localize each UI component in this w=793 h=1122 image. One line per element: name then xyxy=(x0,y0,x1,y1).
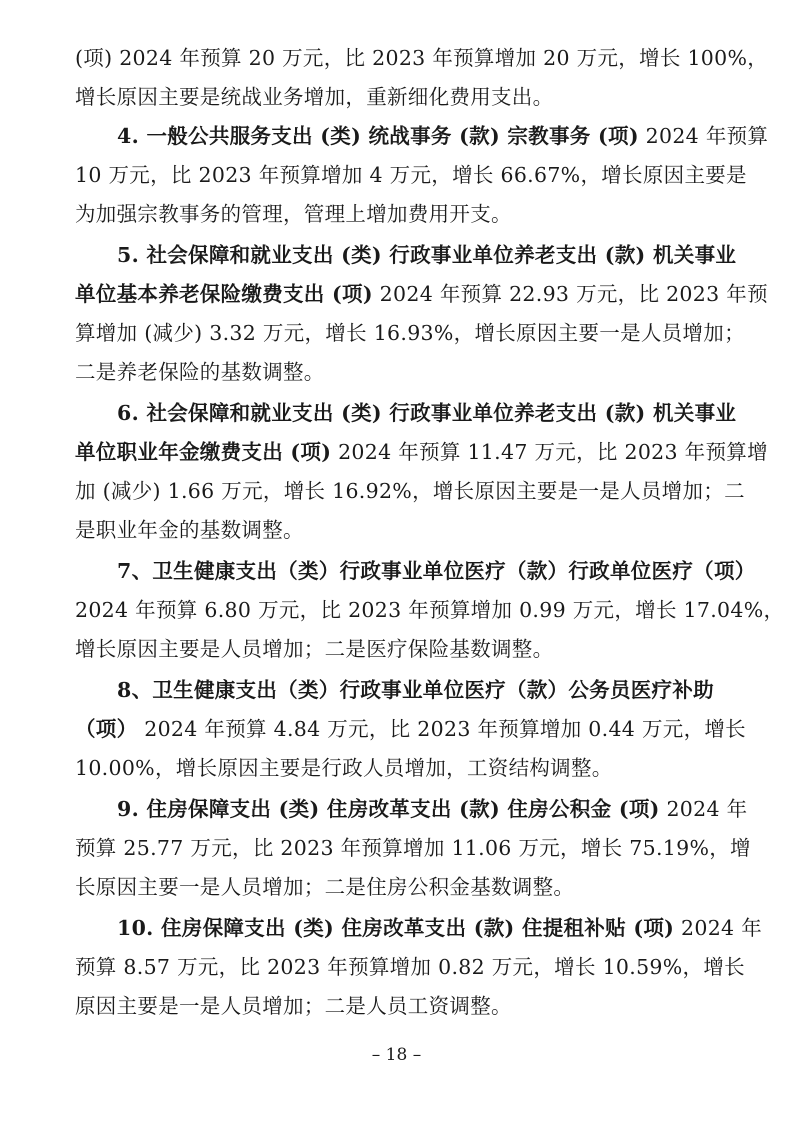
text-line-11: 单位职业年金缴费支出 (项) 2024 年预算 11.47 万元，比 2023 年预算增 xyxy=(75,440,768,464)
text-line-16: 增长原因主要是人员增加；二是医疗保险基数调整。 xyxy=(75,637,554,661)
text-line-19: 10.00%，增长原因主要是行政人员增加，工资结构调整。 xyxy=(75,756,613,780)
item-4-heading: 4. 一般公共服务支出 (类) 统战事务 (款) 宗教事务 (项) 2024 年预算 xyxy=(117,124,769,148)
item-5-heading: 5. 社会保障和就业支出 (类) 行政事业单位养老支出 (款) 机关事业 xyxy=(117,243,737,267)
text-line-4: 10 万元，比 2023 年预算增加 4 万元，增长 66.67%，增长原因主要是 xyxy=(75,163,747,187)
text-line-5: 为加强宗教事务的管理，管理上增加费用开支。 xyxy=(75,202,512,226)
text-line-12: 加 (减少) 1.66 万元，增长 16.92%，增长原因主要是一是人员增加；二 xyxy=(75,479,745,503)
text-line-1: (项) 2024 年预算 20 万元，比 2023 年预算增加 20 万元，增长 100%， xyxy=(75,46,769,70)
text-line-25: 原因主要是一是人员增加；二是人员工资调整。 xyxy=(75,994,512,1018)
page-number: – 18 – xyxy=(371,1045,422,1065)
text-line-13: 是职业年金的基数调整。 xyxy=(75,518,304,542)
item-9-heading: 9. 住房保障支出 (类) 住房改革支出 (款) 住房公积金 (项) 2024 年 xyxy=(117,797,748,821)
text-line-2: 增长原因主要是统战业务增加，重新细化费用支出。 xyxy=(75,85,554,109)
text-line-7: 单位基本养老保险缴费支出 (项) 2024 年预算 22.93 万元，比 2023 年预 xyxy=(75,282,768,306)
item-6-heading: 6. 社会保障和就业支出 (类) 行政事业单位养老支出 (款) 机关事业 xyxy=(117,401,737,425)
text-line-9: 二是养老保险的基数调整。 xyxy=(75,360,325,384)
text-line-22: 长原因主要一是人员增加；二是住房公积金基数调整。 xyxy=(75,875,575,899)
text-line-18: （项） 2024 年预算 4.84 万元，比 2023 年预算增加 0.44 万元，增长 xyxy=(75,717,746,741)
text-line-15: 2024 年预算 6.80 万元，比 2023 年预算增加 0.99 万元，增长 17.04%， xyxy=(75,598,785,622)
item-10-heading: 10. 住房保障支出 (类) 住房改革支出 (款) 住提租补贴 (项) 2024 年 xyxy=(117,916,762,940)
text-line-21: 预算 25.77 万元，比 2023 年预算增加 11.06 万元，增长 75.19%，增 xyxy=(75,836,751,860)
text-line-8: 算增加 (减少) 3.32 万元，增长 16.93%，增长原因主要一是人员增加； xyxy=(75,321,745,345)
text-line-24: 预算 8.57 万元，比 2023 年预算增加 0.82 万元，增长 10.59%，增长 xyxy=(75,955,745,979)
item-7-heading: 7、卫生健康支出（类）行政事业单位医疗（款）行政单位医疗（项） xyxy=(117,559,756,583)
item-8-heading: 8、卫生健康支出（类）行政事业单位医疗（款）公务员医疗补助 xyxy=(117,678,714,702)
